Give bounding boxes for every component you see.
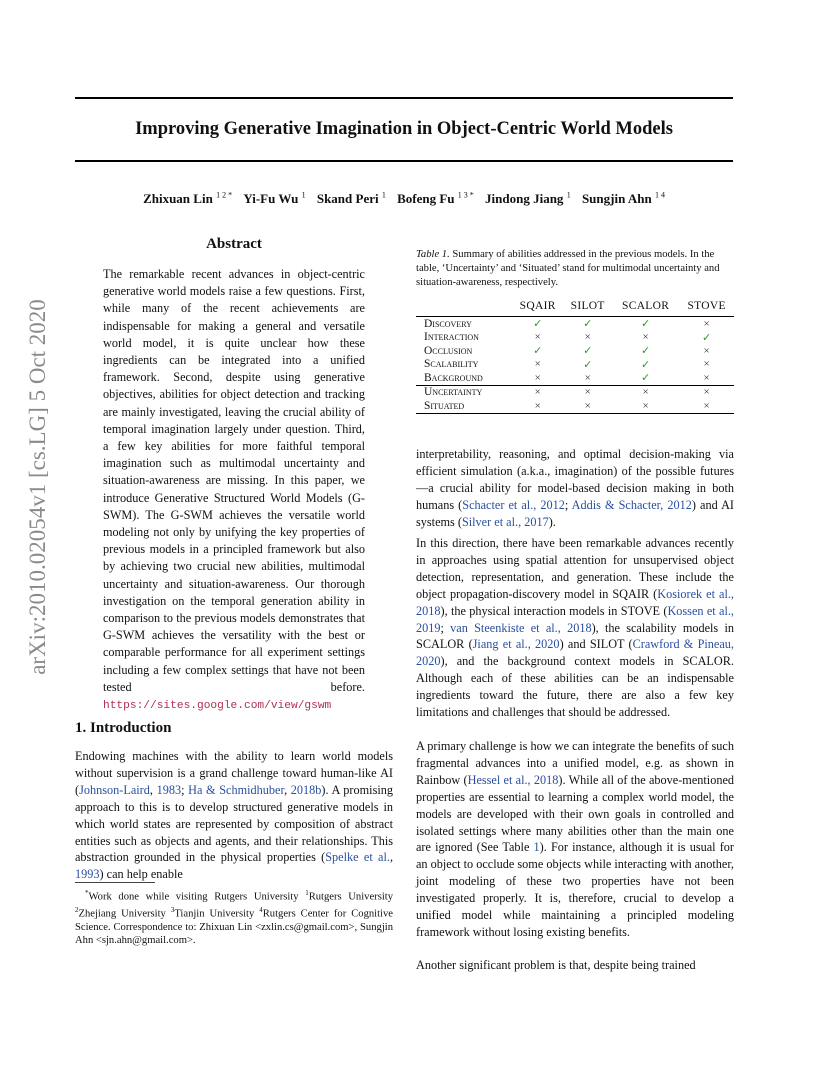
table-row xyxy=(416,399,734,413)
table-cell: ✓ xyxy=(641,345,651,358)
table-row xyxy=(416,385,734,399)
table-cell: ✓ xyxy=(702,331,712,344)
table-cell: × xyxy=(642,331,649,344)
citation-link[interactable]: van Steenkiste et al., 2018 xyxy=(450,620,592,635)
section-heading-introduction: 1. Introduction xyxy=(75,720,172,736)
abilities-table xyxy=(416,298,734,414)
table-cell: ✓ xyxy=(641,318,651,331)
title-rule-bottom xyxy=(75,160,733,162)
author: Jindong Jiang $^1$ xyxy=(485,191,571,207)
table-cell: × xyxy=(534,358,541,371)
table-cell: × xyxy=(512,385,563,399)
row-label: Discovery xyxy=(424,317,472,330)
project-url-link[interactable]: https://sites.google.com/view/gswm xyxy=(103,700,332,713)
table-cell: × xyxy=(679,399,734,413)
citation-link[interactable]: 1983 xyxy=(156,782,182,797)
table-cell: ✓ xyxy=(583,358,593,371)
table-cell: × xyxy=(703,317,710,330)
citation-link[interactable]: Johnson-Laird xyxy=(79,782,150,797)
table-cell: × xyxy=(703,344,710,357)
abstract-heading: Abstract xyxy=(206,236,262,252)
table-column-header: SCALOR xyxy=(622,300,670,312)
table-caption-label: Table 1. xyxy=(416,249,450,260)
table-cell: × xyxy=(534,331,541,344)
author: Yi-Fu Wu $^1$ xyxy=(243,191,306,207)
abstract-text: The remarkable recent advances in object-centric generative world models raise a few questions. First, while many of the recent achievements are indispensable for making a general and versatile world model, it is quite unclear how these ingredients can be integrated into a unified framework. Second, despite using generative objectives, abilities for object detection and tracking are mainly investigated, leaving the crucial ability of temporal imagination largely under question. Third, a few key abilities for more faithful temporal imagination such as multimodal uncertainty and situation-awareness are missing. In this paper, we introduce Generative Structured World Models (G-SWM). The G-SWM achieves the versatile world modeling not only by unifying the key properties of previous models in a principled framework but also by achieving two crucial new abilities, multimodal uncertainty and situation-awareness. Our thorough investigation on the temporal generation ability in comparison to the previous models demonstrates that G-SWM achieves the versatility with the best or comparable performance for all experiment settings including a few complex settings that have not been tested before. xyxy=(103,267,365,694)
table-cell: ✓ xyxy=(583,318,593,331)
table-cell: ✓ xyxy=(533,318,543,331)
table-row xyxy=(416,371,734,385)
table-cell: ✓ xyxy=(583,345,593,358)
abstract-body xyxy=(103,266,365,715)
body-paragraph: interpretability, reasoning, and optimal decision-making via efficient simulation (a.k.a., imagination) of the possible futures—a crucial ability for model-based decision making in both humans (Schacter et al., 2012; Addis & Schacter, 2012) and AI systems (Silver et al., 2017). xyxy=(416,447,734,529)
table-column-header: SQAIR xyxy=(519,300,556,312)
citation-link[interactable]: Schacter et al., 2012 xyxy=(462,497,565,512)
body-paragraph: In this direction, there have been remarkable advances recently in approaches using spatial attention for unsupervised object detection, representation, and generation. These include the object propagation-discovery model in SQAIR (Kosiorek et al., 2018), the physical interaction models in STOVE (Kossen et al., 2019; van Steenkiste et al., 2018), the scalability models in SCALOR (Jiang et al., 2020) and SILOT (Crawford & Pineau, 2020), and the background context models in SCALOR. Although each of these abilities can be an indispensable ingredients toward the future, there are also a few key limitations and challenges that should be addressed. xyxy=(416,536,734,720)
paper-title: Improving Generative Imagination in Object-Centric World Models xyxy=(135,119,673,139)
body-paragraph: Another significant problem is that, despite being trained xyxy=(416,958,696,972)
table-row xyxy=(416,331,734,345)
citation-link[interactable]: Kossen et al., 2019 xyxy=(416,603,734,635)
table-cell: × xyxy=(703,358,710,371)
table-cell: × xyxy=(584,371,591,384)
table-row xyxy=(416,317,734,331)
table-header-row xyxy=(416,298,734,317)
table-cell: × xyxy=(703,371,710,384)
title-rule-top xyxy=(75,97,733,99)
table-reference-link[interactable]: 1 xyxy=(533,840,540,855)
row-label: Situated xyxy=(416,399,512,413)
arxiv-identifier-text: arXiv:2010.02054v1 [cs.LG] 5 Oct 2020 xyxy=(25,299,50,675)
citation-link[interactable]: Addis & Schacter, 2012 xyxy=(571,497,692,512)
table-cell: × xyxy=(534,371,541,384)
citation-link[interactable]: Silver et al., 2017 xyxy=(461,514,549,529)
row-label: Background xyxy=(424,371,483,384)
table-cell: ✓ xyxy=(533,345,543,358)
footnote-rule xyxy=(75,882,155,883)
table-cell: × xyxy=(612,399,679,413)
citation-link[interactable]: Jiang et al., 2020 xyxy=(472,637,560,652)
row-label: Uncertainty xyxy=(416,385,512,399)
citation-link[interactable]: 1993 xyxy=(75,867,100,882)
citation-link[interactable]: Hessel et al., 2018 xyxy=(467,772,559,787)
citation-link[interactable]: 2018b xyxy=(290,782,322,797)
body-paragraph: A primary challenge is how we can integrate the benefits of such fragmental advances into a unified model, e.g. as shown in Rainbow (Hessel et al., 2018). While all of the above-mentioned properties are essential to learning a complex world model, the models are developed with their own goals in controlled and isolated settings where many abilities other than the main one are ignored (See Table 1). For instance, although it is usual for an object to occlude some objects while interacting with another, joint modeling of these two properties have not been investigated properly. It is, therefore, crucial to develop a unified model while maintaining a principled modeling framework without losing existing benefits. xyxy=(416,739,735,939)
author: Bofeng Fu $^{1 3 *}$ xyxy=(397,191,474,207)
author: Sungjin Ahn $^{1 4}$ xyxy=(581,191,665,207)
table-cell: × xyxy=(512,399,563,413)
table-caption: Table 1. Summary of abilities addressed in the previous models. In the table, ‘Uncertainty’ and ‘Situated’ stand for multimodal uncertainty and situation-awareness, respectively. xyxy=(416,249,720,288)
table-cell: × xyxy=(584,331,591,344)
author: Zhixuan Lin $^{1 2 *}$ xyxy=(143,191,233,207)
table-cell: ✓ xyxy=(641,358,651,371)
table-cell: ✓ xyxy=(641,372,651,385)
row-label: Interaction xyxy=(424,331,479,344)
row-label: Occlusion xyxy=(424,344,473,357)
arxiv-identifier-stamp xyxy=(24,295,52,680)
table-column-header: STOVE xyxy=(687,300,726,312)
table-corner-cell xyxy=(416,298,512,317)
footnote: *Work done while visiting Rutgers University $^1$Rutgers University $^2$Zhejiang University $^3$Tianjin University $^4$Rutgers Center for Cognitive Science. Correspondence to: Zhixuan Lin <zxlin.cs@gmail.com>, Sungjin Ahn <sjn.ahn@gmail.com>. xyxy=(75,889,394,946)
citation-link[interactable]: Kosiorek et al., 2018 xyxy=(416,586,734,618)
author: Skand Peri $^1$ xyxy=(316,191,386,207)
table-row xyxy=(416,344,734,358)
table-row xyxy=(416,358,734,372)
citation-link[interactable]: Ha & Schmidhuber xyxy=(188,782,285,797)
row-label: Scalability xyxy=(424,358,479,371)
citation-link[interactable]: Spelke et al. xyxy=(325,850,390,865)
intro-paragraph: Endowing machines with the ability to learn world models without supervision is a grand challenge toward human-like AI (Johnson-Laird, 1983; Ha & Schmidhuber, 2018b). A promising approach to this is to develop structured generative models in which world states are represented by composition of abstract entities such as objects and agents, and their relationships. This abstraction grounded in the physical properties (Spelke et al., 1993) can help enable xyxy=(75,749,393,882)
table-cell: × xyxy=(612,385,679,399)
table-column-header: SILOT xyxy=(570,300,605,312)
table-cell: × xyxy=(563,399,612,413)
table-cell: × xyxy=(679,385,734,399)
table-cell: × xyxy=(563,385,612,399)
author-list xyxy=(75,191,733,207)
citation-link[interactable]: Crawford & Pineau, 2020 xyxy=(416,637,734,669)
